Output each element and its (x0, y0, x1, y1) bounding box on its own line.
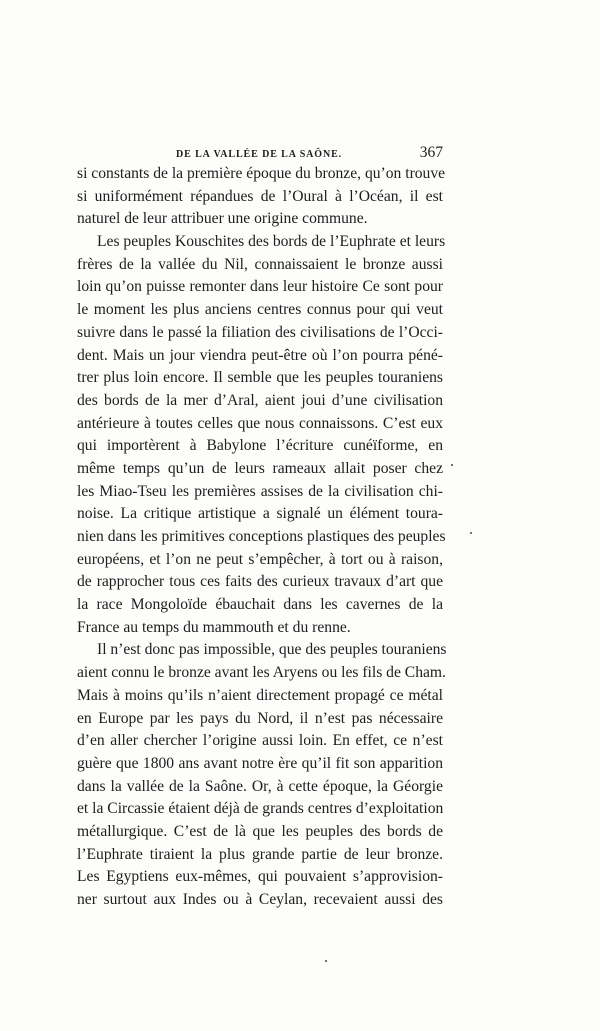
text-line: et la Circassie étaient déjà de grands centres d’exploitation (77, 800, 444, 818)
text-line: des bords de la mer d’Aral, aient joui d’une civilisation (77, 391, 443, 409)
text-line: France au temps du mammouth et du renne. (77, 618, 351, 636)
text-line: métallurgique. C’est de là que les peuples des bords de (77, 822, 443, 840)
text-line: guère que 1800 ans avant notre ère qu’il fit son apparition (77, 754, 443, 772)
text-line: Mais à moins qu’ils n’aient directement propagé ce métal (77, 686, 443, 704)
running-title: DE LA VALLÉE DE LA SAÔNE. (176, 149, 343, 160)
text-line: le moment les plus anciens centres connus pour qui veut (77, 301, 443, 319)
text-line: en Europe par les pays du Nord, il n’est pas nécessaire (77, 709, 443, 727)
text-line: d’en aller chercher l’origine aussi loin. En effet, ce n’est (77, 732, 443, 750)
text-line: loin qu’on puisse remonter dans leur histoire Ce sont pour (77, 278, 443, 296)
text-line: noise. La critique artistique a signalé un élément toura- (77, 505, 443, 523)
text-line: qui importèrent à Babylone l’écriture cunéïforme, en (77, 437, 443, 455)
text-line: Les Egyptiens eux-mêmes, qui pouvaient s’approvision- (77, 868, 443, 886)
text-line: dent. Mais un jour viendra peut-être où l’on pourra péné- (77, 346, 443, 364)
text-line: aient connu le bronze avant les Aryens ou les fils de Cham. (77, 664, 446, 682)
body-text (77, 163, 447, 912)
text-line: européens, et l’on ne peut s’empêcher, à tort ou à raison, (77, 550, 443, 568)
text-line: même temps qu’un de leurs rameaux allait poser chez (77, 459, 443, 477)
text-line: Il n’est donc pas impossible, que des peuples touraniens (97, 641, 447, 659)
text-line: nien dans les primitives conceptions plastiques des peuples (77, 528, 446, 545)
text-line: de rapprocher tous ces faits des curieux travaux d’art que (77, 573, 443, 591)
text-line: suivre dans le passé la filiation des civilisations de l’Occi- (77, 323, 443, 341)
text-line: naturel de leur attribuer une origine commune. (77, 210, 368, 228)
running-head (77, 144, 443, 164)
text-line: ner surtout aux Indes ou à Ceylan, recevaient aussi des (77, 891, 443, 908)
text-line: si constants de la première époque du bronze, qu’on trouve (77, 165, 446, 182)
text-line: dans la vallée de la Saône. Or, à cette époque, la Géorgie (77, 777, 443, 795)
page-number: 367 (419, 144, 443, 161)
text-line: frères de la vallée du Nil, connaissaient le bronze aussi (77, 255, 443, 273)
ink-speck (470, 532, 472, 534)
text-line: trer plus loin encore. Il semble que les peuples touraniens (77, 369, 443, 387)
ink-speck (451, 464, 453, 466)
ink-speck (325, 960, 327, 962)
text-line: l’Euphrate tiraient la plus grande partie de leur bronze. (77, 845, 443, 863)
text-line: si uniformément répandues de l’Oural à l’Océan, il est (77, 187, 443, 205)
text-line: antérieure à toutes celles que nous connaissons. C’est eux (77, 414, 443, 432)
text-line: la race Mongoloïde ébauchait dans les cavernes de la (77, 596, 443, 614)
text-line: Les peuples Kouschites des bords de l’Euphrate et leurs (97, 233, 446, 251)
text-line: les Miao-Tseu les premières assises de la civilisation chi- (77, 482, 443, 500)
